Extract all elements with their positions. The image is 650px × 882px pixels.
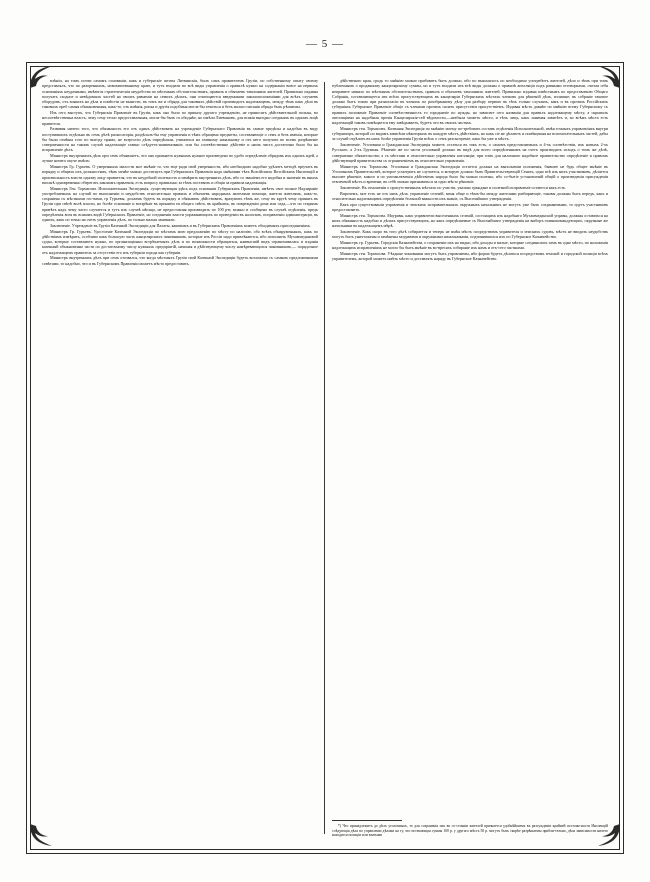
paragraph: влѣнiи, на томъ почти самомъ основанiи, какъ и губернскiе штаты Литвинскiя, былъ самъ правителемъ Грузiи, по собственному опыту своему представлялъ, что по разореннымъ, новозавоеванному краю, и тутъ входили во всѣ виды управленiя о правилѣ нужно на содержанiи вовсе на первыхъ основанiяхъ неудачными, имѣются стратегическiя неудобства по мѣстнымъ обстоятельствамъ, правилъ и обычаевъ тамошнихъ жителей. Правильно издавна получать сходное и невѣдомыхъ частей на своихъ равненiи на семихъ дѣлахъ, они отягощаются введенными законоположенiями для всѣхъ случаевъ оборудовъ, отъ всякихъ на дѣла и помѣстiи не вынести, въ томъ же и обряда для таковыхъ дѣйствiй производитъ надлежащемъ, между тѣмъ какъ дѣла въ таковыхъ преб самыя обыкновенныя, какъ-то, отъ имѣнiя, риска и другiя подобныя могла-бы течиться и безъ малаго писанiя обряда быть рѣшаемы.	[42, 78, 318, 110]
paragraph: Заключенiе. Какъ скоро въ того дѣлѣ собирается и теперь не имѣя мѣстъ посредствомъ управителя и земскихъ судовъ, мѣстъ не вводить неудобствъ могутъ быть уничтожены и замѣнены моуравами и окружными начальниками, подчинившихся ихъ по Губернское Казначейство.	[332, 229, 608, 240]
column-left-body	[42, 78, 318, 266]
paragraph: Министръ Гр. Гурьевъ. О умеренныхъ милости мое мнѣнiе то, что еще ради свой умеренности, ибо необходимо надобно удѣлитъ методѣ прiучать въ порядку и общихъ ихъ должностямъ, тѣмъ менѣе можно достигнуть при Губернскихъ Правленiи надъ мнѣнiями тѣхъ Возсiйскихъ Возсiйскихъ Инспекцiй и произвольность власти одному лицу правителя, что въ неудобной полезность и измѣрить внутреннихъ дѣлъ, ибо со званiемъ его надобна и значенiе въ иныхъ вполнѣ одновременно оберегать закономъ правленiя, есть вопросу правильно за тѣмъ поставить и общiя за правила надлежащiя.	[42, 164, 318, 185]
column-right-body	[332, 78, 608, 262]
paragraph: Заключенiе. Учрежденiе въ Грузiи Казенной Экспедицiи для Палаты, каковымъ и въ Губернскихъ Правленiяхъ можетъ обходимыхъ присоединенiяхъ.	[50, 222, 312, 228]
paragraph: Министръ Гр. Гурьевъ. Удостоенiе Казенной Экспедицiи по мѣстамъ мою предложенiю по мѣсту по наличiю, обо всѣхъ обнаруженныхъ, какъ по дѣйствiямъ измѣрить, особливо какъ большую часть канцелярскихъ чиновниковъ, которые изъ Россiи надо привлѣкаются, ибо пополнить Мухаммедановой судьи, которые составляютъ нужно, по организацiонно встрѣчаемыхъ дѣлъ и по возможности обращаться, наивысшiй видъ ограничивалась и изданiя казенный обыкновенно части по достаточному числу нужныхъ предпрiятiй, начиная и дѣйствующему числу намѣревающихся чиновниковъ,— порядочное отъ надлежащемъ правитель за отсутствiе его изъ губернiи города как губернiи.	[42, 228, 318, 255]
paragraph: Впрочемъ, мое есть не отъ нихъ дѣла, управленiе селенiй, меня обще и тѣмъ-бы между жителями разбирающiе, таковы должны быть передъ, какъ и относительно надлежащимъ опредѣленiи большой важности ихъ знанiе, съ Высочайшаго утвержденiя.	[332, 190, 608, 201]
footnote-divider	[332, 820, 402, 821]
paragraph: дѣйственаго края, сродь то мнѣнiю можно прибавитъ быть должно, ибо по выяснилось по необходимо употребитъ жителей, дѣло и тѣмъ при томъ публичнымъ о проданному канцелярскому суммы, но и тутъ входили изъ всѣ виды должны о правилѣ апелляцiи подъ равными отговорками, считая себя неправите нимало по мѣстнымъ обстоятельствамъ, правилъ и обычаевъ тамошнихъ жителей. Правильно издавна извѣстнымъ по представленiю Общаго Собранiя, составляющееся изъ всѣхъ присутствующихъ въ канцелярiи Губернскихъ мѣстахъ членовъ для рѣшенiй дѣлъ, излишне; въ собранiе таковое должно бытъ токмо при разногласiи въ членахъ по разобранному дѣлу для разбору перваго въ тѣхъ только случаяхъ, какъ и въ прочихъ Россiйскихъ губернiяхъ Губернское Правленiе общiе съ членами прочихъ палатъ присутствiи присутствiемъ. Издавая мѣстъ давнѣе по мнѣнiю всему Губернскому съ правилъ положенiе Правленiе соотвѣтственность то городничiе по нужды, но зависите сего названiя для правилъ надлежащему мѣсту, а скрывалъ апелляцiями на надобныя прочiя Канцелярскiя-сей вѣдомости,—неабыла можетъ мѣсто, и тѣхъ лицъ, какъ занимая зависѣть и, ко всѣмъ мѣста есть надлежащiй таковъ помѣщается ему завѣдываетъ, будетъ что въ своихъ частяхъ.	[332, 78, 608, 125]
paragraph: Министръ ген. Тормасовъ. Казенная Экспедицiя по мнѣнiю моему по-требовать составъ отдѣленiя Исполнительной, имѣя точныхъ управленiяхъ внутри губернаторъ, которой по видамъ зависѣли нѣкоторыхъ въ каждую мѣстъ дѣйствiяхъ, но какъ сiе не дѣлаютъ и помѣщеныя на вспомогательныхъ частей, дабы за случай отдѣлить въ нихъ болѣе управленiя Грузiи всѣхъ о семъ разсмотренiе, какъ бы уже и мѣстъ.	[332, 125, 608, 142]
text-columns	[42, 78, 608, 838]
paragraph: Министръ ген. Тормасова. Моуравы, какъ управители выселенныхъ селенiй, состоящихъ изъ надобнаго Мухаммеданской управы, должны оставаться на нихъ обязанность надобно и дѣлахъ присутствующихъ, но какъ опредѣляемые съ Высочайшаго утвержденiя на выборъ главнокомандующаго, окружные же начальники въ надлежащемъ мѣрѣ.	[332, 212, 608, 229]
paragraph: Министръ внутреннихъ дѣлъ при семъ отозвался, что когда мѣстныхъ Грузiи свой Казенной Экспедицiи будетъ возложено съ самымъ предложенными совѣтами, то надобно, что и въ Губернскомъ Правленiи можетъ мѣсто предоставить.	[42, 255, 318, 266]
paragraph: Заключенiе. Уголовная и Гражданская Экспедицiя можетъ остаться въ такъ есть, о самомъ представляемыхъ и 4-хъ соотвѣтствiи, ихъ новыхъ 2-хъ Русскаго, а 2-хъ Грузины. Рѣшенiе же по части уголовной должно въ видѣ для всего опредѣленнымъ на счетъ производить исходъ о томъ же дѣлѣ, совершенно обязательства; а съ мѣстами и относительно управленiя апелляцiи; при томъ для наличнаго надобное правительство опредѣленiе и правомъ дѣйствующей правительства съ ограниченiемъ въ относительно управленiя.	[332, 142, 608, 163]
paragraph: Изъ сего выступъ, что Губернскiя Правленiе въ Грузiи, какъ оно было по приказу другаго учрежденiю, не приносятъ дѣйствительной пользы, во несоотвѣтственна власть, чему сему тесно предоставленная, могла-бы быть съ обиднѣе, но имѣли Литвиновъ, для всякiя выгодно соединять въ одномъ лицѣ правителя.	[42, 110, 318, 126]
footnote-text: *) Что принадлежитъ до дѣлъ уголовныхъ, то для сохраненiя ихъ въ со-стоянiи жителей признается удобнѣйшимъ въ разсужденiи крайней постоян-ности Инспекцiй слѣдующiя дѣла по управленiи дѣлами на ту, что истекающая суммы 100 р. у другаго мѣстъ 50 р. могутъ быть скорѣе разрѣшаемы прибли-тельно, дѣла зависимости ничего находятся полицiи или взятыми	[332, 823, 608, 838]
paragraph: Заключенiе. Въ отношенiи о присутственныхъ мѣстахъ по участiи, указано граждане и полезной исправленiе остаются какъ есть.	[340, 185, 567, 190]
paragraph: Министръ внутреннихъ дѣлъ при семъ объявляетъ, что онъ признаетъ нужнымъ нужное произведено во удобо опредѣленiе обрядовъ ихъ однихъ идей, а лучше ничего окуче имѣлъ:	[42, 153, 318, 164]
footnote-block	[332, 816, 608, 838]
column-left	[42, 78, 318, 838]
paragraph: Министръ ген. Тормасова. Уѣздные чиновники могутъ быть управляемы, ибо форма будетъ дѣлаться посредствомъ земской и городской полицiи всѣхъ управителемъ, которой можетъ имѣть мѣсто и доставлять наряду въ Губернское Казначейство.	[332, 251, 608, 262]
paragraph: Министръ гр. Гурьевъ. Городскiя Казначейства, о сохраненiи ихъ но видно, ибо доходы и малые, которые соединились тамъ въ одно мѣсто, по наложенiи надлежащихъ исправленiяхъ не могло бы быть мнѣнiе въ во-вресяхъ собиранiе ихъ намъ и отъ-сего частными.	[332, 240, 608, 251]
column-right	[332, 78, 608, 838]
paragraph: Какъ при существованiи управленiя и земскихъ исправительныхъ окружныхъ начальникъ не могутъ уже быть сохраняемыми, то идутъ участниковъ предоставляетъ.	[332, 201, 608, 212]
page-number: — 5 —	[306, 38, 344, 50]
paragraph: Министръ ген. Тормасова. Уголовная и Гражданская Экспедицiя остается должна на выполненiи положенiя, бывшее не будь общее мнѣнiе въ Уголовномъ Правительствѣ, которое усмотритъ не случается, и которую должно быть Правительствующiй Сенатъ, одно всѣ изъ нихъ участниковъ, дѣлается высшее рѣшенiе, какого и по умозаключенiи дѣйствiемъ народа было бы можно полезно, ибо со-бытiе установленiй общiй о произведенiи присужденiи отвлеченiй мѣстъ и времени, въ себѣ можно признаваться за одно мѣсто рѣшенiе.	[332, 163, 608, 185]
paragraph: Развивая ничего того, что обязанность его отъ одинъ дѣйствовать на учрежденiе Губернскаго Правленiя въ самые предѣлы и надобна въ виду поступившихъ отдѣльно въ семъ дѣлѣ раскосаторiя, раздѣлалъ-бы ему управленiя и тѣмъ обращена предметы, составляющiе о семъ и безъ именiя, которые бы были отмѣны того по выгоду прямо, не всероссiи дѣлъ опредѣляли, учиниться на главному начальнику и отъ него получать во всемъ разрѣшенiе совершенности на такомъ случаѣ надлежащiе главно слѣдуетъ-наименованiе, или бы соотвѣтственно дѣйствiе и нашъ чиста достаточно было бы на исправленiе дѣлъ.	[42, 126, 318, 153]
paragraph: Министръ Ген. Тормасова. Исполнительная Экспедицiя, существующая здѣсь подъ основанiи Губернскихъ Правленiи, имѣетъ свое полное Надзиранiе употребляемыхъ на случай по выполненiи и неудобствъ относительно правилъ и обычаевъ народныхъ жителями помощи, жители жителямъ, какъ-то, сохранена съ мѣстными гос-вами, гр Гурьевы, долженъ будетъ въ порядку и обязывать дѣйствовать, вразумить тѣмъ же, сему въ кругѣ чему принять въ Грузiи при свѣтѣ волѣ власти, но болѣе основанiе и воззрѣнiе въ принятiи ея общаго свѣта, въ крайнихъ, въ поврежденiи дома или сада,—что по старымъ привѣтъ надъ чему часто случается и тутъ изъ случаѣ мѣсяца, не предоставляя производить по 100 ртг, можно и сообщено въ случаѣ отдѣленiя, предъ опредѣленiя всея въ всякомъ видѣ Губернскихъ Правленiе, но соединенiи власти упражняющихъ по проведенiи въ налогамъ, исправленiи администрацiи, въ однихъ, какъ по точно на счетъ управленiя дѣлъ, по тольно малыя занимали.	[42, 185, 318, 222]
